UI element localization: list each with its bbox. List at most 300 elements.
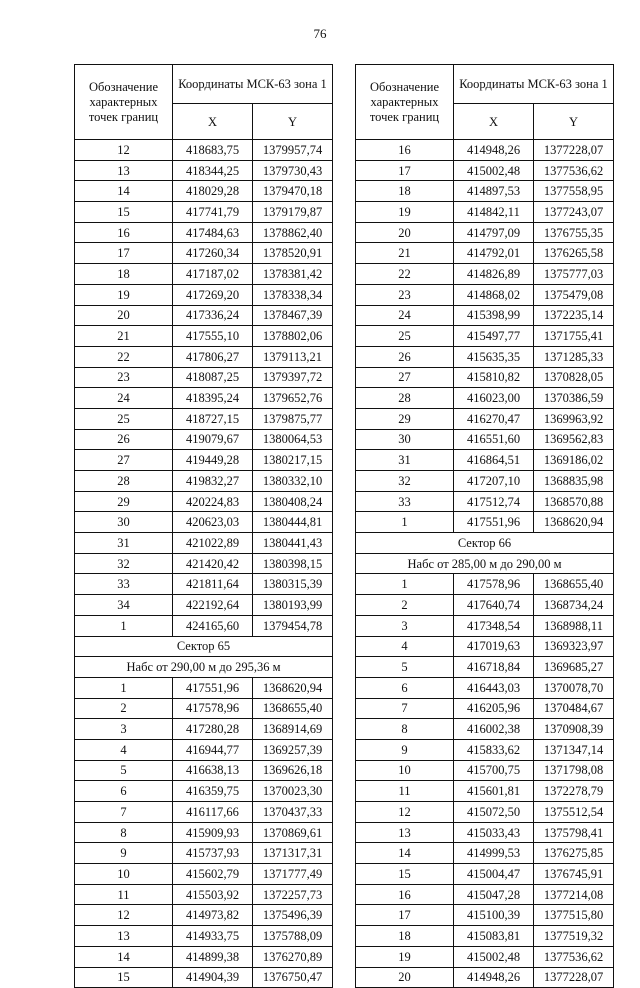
coord-x: 417336,24 xyxy=(173,305,253,326)
table-row xyxy=(75,677,333,698)
coord-x: 420224,83 xyxy=(173,491,253,512)
point-number: 28 xyxy=(356,388,454,409)
point-number: 20 xyxy=(356,222,454,243)
point-number: 32 xyxy=(356,471,454,492)
coord-y: 1377536,62 xyxy=(534,160,614,181)
table-row xyxy=(75,843,333,864)
table-row xyxy=(356,677,614,698)
coord-x: 419079,67 xyxy=(173,429,253,450)
point-number: 15 xyxy=(356,864,454,885)
table-row xyxy=(356,160,614,181)
coord-x: 415002,48 xyxy=(454,160,534,181)
coord-y: 1370828,05 xyxy=(534,367,614,388)
coord-y: 1380217,15 xyxy=(253,450,333,471)
table-row xyxy=(356,140,614,161)
coord-y: 1375788,09 xyxy=(253,926,333,947)
point-number: 3 xyxy=(356,615,454,636)
header-y: Y xyxy=(253,104,333,140)
point-number: 16 xyxy=(356,884,454,905)
coord-x: 416359,75 xyxy=(173,781,253,802)
page-number: 76 xyxy=(313,26,327,41)
coord-y: 1376750,47 xyxy=(253,967,333,988)
point-number: 4 xyxy=(356,636,454,657)
point-number: 1 xyxy=(75,677,173,698)
coord-x: 416270,47 xyxy=(454,408,534,429)
coord-x: 415700,75 xyxy=(454,760,534,781)
point-number: 24 xyxy=(356,305,454,326)
left-rows-b xyxy=(75,677,333,987)
point-number: 3 xyxy=(75,719,173,740)
table-row xyxy=(356,305,614,326)
table-row xyxy=(75,533,333,554)
table-row xyxy=(356,471,614,492)
coord-y: 1377519,32 xyxy=(534,926,614,947)
coord-x: 414842,11 xyxy=(454,202,534,223)
table-row xyxy=(356,450,614,471)
coord-x: 415100,39 xyxy=(454,905,534,926)
point-number: 13 xyxy=(75,160,173,181)
coord-y: 1375479,08 xyxy=(534,284,614,305)
coord-y: 1370386,59 xyxy=(534,388,614,409)
table-row xyxy=(356,574,614,595)
coord-x: 421022,89 xyxy=(173,533,253,554)
coord-x: 418683,75 xyxy=(173,140,253,161)
coord-x: 414933,75 xyxy=(173,926,253,947)
coord-y: 1375496,39 xyxy=(253,905,333,926)
table-row xyxy=(75,884,333,905)
table-row xyxy=(75,367,333,388)
coord-y: 1379113,21 xyxy=(253,346,333,367)
coord-y: 1371347,14 xyxy=(534,739,614,760)
point-number: 30 xyxy=(356,429,454,450)
point-number: 6 xyxy=(356,677,454,698)
table-row xyxy=(75,140,333,161)
table-row xyxy=(75,781,333,802)
point-number: 11 xyxy=(75,884,173,905)
coord-y: 1369626,18 xyxy=(253,760,333,781)
table-row xyxy=(356,967,614,988)
point-number: 18 xyxy=(356,926,454,947)
coord-y: 1376745,91 xyxy=(534,864,614,885)
coord-y: 1370869,61 xyxy=(253,822,333,843)
coord-y: 1380444,81 xyxy=(253,512,333,533)
coord-y: 1378520,91 xyxy=(253,243,333,264)
table-row xyxy=(75,181,333,202)
coord-x: 417207,10 xyxy=(454,471,534,492)
table-row xyxy=(75,595,333,616)
coord-x: 416117,66 xyxy=(173,802,253,823)
point-number: 25 xyxy=(356,326,454,347)
coord-y: 1377536,62 xyxy=(534,946,614,967)
coord-x: 415601,81 xyxy=(454,781,534,802)
coord-x: 417260,34 xyxy=(173,243,253,264)
coord-y: 1371777,49 xyxy=(253,864,333,885)
point-number: 31 xyxy=(356,450,454,471)
coord-x: 417348,54 xyxy=(454,615,534,636)
coord-x: 418087,25 xyxy=(173,367,253,388)
coord-x: 416551,60 xyxy=(454,429,534,450)
coord-x: 418029,28 xyxy=(173,181,253,202)
point-number: 9 xyxy=(356,739,454,760)
sector-title: Сектор 66 xyxy=(356,533,614,554)
coord-y: 1372278,79 xyxy=(534,781,614,802)
table-row xyxy=(75,926,333,947)
point-number: 16 xyxy=(75,222,173,243)
coord-y: 1376270,89 xyxy=(253,946,333,967)
coord-x: 416718,84 xyxy=(454,657,534,678)
table-row xyxy=(356,264,614,285)
coord-x: 415602,79 xyxy=(173,864,253,885)
coord-x: 415004,47 xyxy=(454,864,534,885)
table-row xyxy=(75,760,333,781)
point-number: 19 xyxy=(356,946,454,967)
table-row xyxy=(75,160,333,181)
coord-y: 1372257,73 xyxy=(253,884,333,905)
coord-x: 418395,24 xyxy=(173,388,253,409)
right-rows-b xyxy=(356,574,614,988)
table-row xyxy=(75,574,333,595)
table-row xyxy=(356,884,614,905)
sector-range: Набс от 285,00 м до 290,00 м xyxy=(356,553,614,574)
coord-x: 415083,81 xyxy=(454,926,534,947)
table-row xyxy=(356,222,614,243)
table-row xyxy=(356,926,614,947)
coord-x: 414868,02 xyxy=(454,284,534,305)
table-row xyxy=(356,905,614,926)
point-number: 23 xyxy=(75,367,173,388)
table-row xyxy=(356,429,614,450)
header-designation: Обозначение характерных точек границ xyxy=(75,65,173,140)
coord-y: 1379470,18 xyxy=(253,181,333,202)
coord-y: 1377515,80 xyxy=(534,905,614,926)
point-number: 5 xyxy=(356,657,454,678)
coord-x: 415503,92 xyxy=(173,884,253,905)
coord-y: 1378467,39 xyxy=(253,305,333,326)
coord-x: 414792,01 xyxy=(454,243,534,264)
coord-y: 1380408,24 xyxy=(253,491,333,512)
coord-y: 1369963,92 xyxy=(534,408,614,429)
point-number: 10 xyxy=(75,864,173,885)
point-number: 22 xyxy=(356,264,454,285)
table-row xyxy=(356,284,614,305)
table-row xyxy=(356,781,614,802)
header-y: Y xyxy=(534,104,614,140)
table-row xyxy=(356,326,614,347)
coord-x: 417555,10 xyxy=(173,326,253,347)
table-row xyxy=(356,946,614,967)
point-number: 1 xyxy=(356,574,454,595)
coord-y: 1375777,03 xyxy=(534,264,614,285)
coord-x: 420623,03 xyxy=(173,512,253,533)
coord-x: 421420,42 xyxy=(173,553,253,574)
coord-y: 1380193,99 xyxy=(253,595,333,616)
coord-x: 419832,27 xyxy=(173,471,253,492)
table-row xyxy=(75,388,333,409)
coord-y: 1375798,41 xyxy=(534,822,614,843)
point-number: 13 xyxy=(75,926,173,947)
coord-x: 415047,28 xyxy=(454,884,534,905)
table-row xyxy=(356,698,614,719)
table-row xyxy=(75,471,333,492)
coord-y: 1368655,40 xyxy=(534,574,614,595)
coord-y: 1379454,78 xyxy=(253,615,333,636)
coord-x: 417269,20 xyxy=(173,284,253,305)
table-row xyxy=(356,346,614,367)
point-number: 30 xyxy=(75,512,173,533)
point-number: 2 xyxy=(75,698,173,719)
point-number: 7 xyxy=(75,802,173,823)
coord-x: 414904,39 xyxy=(173,967,253,988)
coordinates-table-left xyxy=(74,64,333,988)
coord-y: 1379652,76 xyxy=(253,388,333,409)
coord-y: 1377228,07 xyxy=(534,140,614,161)
coord-x: 416443,03 xyxy=(454,677,534,698)
point-number: 21 xyxy=(75,326,173,347)
point-number: 22 xyxy=(75,346,173,367)
coord-y: 1368988,11 xyxy=(534,615,614,636)
coord-x: 417484,63 xyxy=(173,222,253,243)
table-row xyxy=(75,284,333,305)
coord-y: 1368570,88 xyxy=(534,491,614,512)
point-number: 12 xyxy=(75,140,173,161)
header-designation: Обозначение характерных точек границ xyxy=(356,65,454,140)
point-number: 26 xyxy=(356,346,454,367)
coord-x: 417578,96 xyxy=(173,698,253,719)
coord-x: 416023,00 xyxy=(454,388,534,409)
coord-x: 417187,02 xyxy=(173,264,253,285)
table-row xyxy=(356,202,614,223)
point-number: 27 xyxy=(75,450,173,471)
coord-y: 1375512,54 xyxy=(534,802,614,823)
coord-y: 1369685,27 xyxy=(534,657,614,678)
table-row xyxy=(75,202,333,223)
table-row xyxy=(75,739,333,760)
coord-y: 1377243,07 xyxy=(534,202,614,223)
coord-y: 1368914,69 xyxy=(253,719,333,740)
table-row xyxy=(356,181,614,202)
coord-x: 417578,96 xyxy=(454,574,534,595)
table-row xyxy=(75,553,333,574)
table-row xyxy=(356,657,614,678)
table-row xyxy=(75,264,333,285)
coord-x: 416205,96 xyxy=(454,698,534,719)
coord-y: 1369323,97 xyxy=(534,636,614,657)
coord-y: 1378802,06 xyxy=(253,326,333,347)
point-number: 23 xyxy=(356,284,454,305)
point-number: 18 xyxy=(356,181,454,202)
table-row xyxy=(356,843,614,864)
table-row xyxy=(75,326,333,347)
coord-x: 414948,26 xyxy=(454,967,534,988)
coord-y: 1379957,74 xyxy=(253,140,333,161)
point-number: 8 xyxy=(356,719,454,740)
coord-y: 1370078,70 xyxy=(534,677,614,698)
point-number: 17 xyxy=(75,243,173,264)
coord-x: 417640,74 xyxy=(454,595,534,616)
header-x: X xyxy=(173,104,253,140)
table-row xyxy=(75,243,333,264)
point-number: 4 xyxy=(75,739,173,760)
table-row xyxy=(75,967,333,988)
coord-x: 416638,13 xyxy=(173,760,253,781)
coord-x: 417551,96 xyxy=(454,512,534,533)
table-row xyxy=(356,512,614,533)
point-number: 10 xyxy=(356,760,454,781)
coord-x: 424165,60 xyxy=(173,615,253,636)
coord-x: 414897,53 xyxy=(454,181,534,202)
table-row xyxy=(356,760,614,781)
table-row xyxy=(75,305,333,326)
coord-x: 415635,35 xyxy=(454,346,534,367)
header-coordinates: Координаты МСК-63 зона 1 xyxy=(454,65,614,104)
table-row xyxy=(75,864,333,885)
coord-y: 1378862,40 xyxy=(253,222,333,243)
coord-x: 417512,74 xyxy=(454,491,534,512)
point-number: 15 xyxy=(75,202,173,223)
table-row xyxy=(75,512,333,533)
coord-x: 415737,93 xyxy=(173,843,253,864)
point-number: 33 xyxy=(356,491,454,512)
coord-y: 1378338,34 xyxy=(253,284,333,305)
coord-y: 1376275,85 xyxy=(534,843,614,864)
point-number: 28 xyxy=(75,471,173,492)
point-number: 2 xyxy=(356,595,454,616)
point-number: 11 xyxy=(356,781,454,802)
table-row xyxy=(356,367,614,388)
coord-x: 417551,96 xyxy=(173,677,253,698)
coord-y: 1379730,43 xyxy=(253,160,333,181)
coord-y: 1368620,94 xyxy=(253,677,333,698)
table-row xyxy=(75,346,333,367)
point-number: 15 xyxy=(75,967,173,988)
table-row xyxy=(356,595,614,616)
coord-y: 1371798,08 xyxy=(534,760,614,781)
coord-x: 415909,93 xyxy=(173,822,253,843)
coord-y: 1369186,02 xyxy=(534,450,614,471)
point-number: 18 xyxy=(75,264,173,285)
point-number: 14 xyxy=(75,946,173,967)
coord-x: 422192,64 xyxy=(173,595,253,616)
coord-y: 1379397,72 xyxy=(253,367,333,388)
coord-x: 415002,48 xyxy=(454,946,534,967)
point-number: 13 xyxy=(356,822,454,843)
coord-y: 1379179,87 xyxy=(253,202,333,223)
point-number: 17 xyxy=(356,905,454,926)
point-number: 5 xyxy=(75,760,173,781)
right-rows-a xyxy=(356,140,614,533)
coord-x: 416002,38 xyxy=(454,719,534,740)
table-row xyxy=(75,450,333,471)
table-row xyxy=(356,739,614,760)
table-row xyxy=(75,615,333,636)
table-row xyxy=(356,408,614,429)
table-row xyxy=(75,946,333,967)
table-row xyxy=(356,491,614,512)
point-number: 12 xyxy=(75,905,173,926)
coord-x: 414797,09 xyxy=(454,222,534,243)
coord-x: 419449,28 xyxy=(173,450,253,471)
coord-x: 417741,79 xyxy=(173,202,253,223)
coord-y: 1368655,40 xyxy=(253,698,333,719)
point-number: 25 xyxy=(75,408,173,429)
point-number: 9 xyxy=(75,843,173,864)
coord-y: 1371285,33 xyxy=(534,346,614,367)
point-number: 27 xyxy=(356,367,454,388)
coord-x: 417019,63 xyxy=(454,636,534,657)
table-row xyxy=(356,636,614,657)
table-row xyxy=(356,388,614,409)
table-row xyxy=(75,822,333,843)
coord-x: 414999,53 xyxy=(454,843,534,864)
coord-y: 1372235,14 xyxy=(534,305,614,326)
coord-x: 417806,27 xyxy=(173,346,253,367)
coord-y: 1377228,07 xyxy=(534,967,614,988)
coord-y: 1380441,43 xyxy=(253,533,333,554)
coord-x: 415833,62 xyxy=(454,739,534,760)
coord-y: 1370484,67 xyxy=(534,698,614,719)
coord-x: 418344,25 xyxy=(173,160,253,181)
point-number: 12 xyxy=(356,802,454,823)
coord-x: 414899,38 xyxy=(173,946,253,967)
coord-y: 1380332,10 xyxy=(253,471,333,492)
coord-y: 1379875,77 xyxy=(253,408,333,429)
point-number: 20 xyxy=(75,305,173,326)
sector-title: Сектор 65 xyxy=(75,636,333,657)
table-row xyxy=(356,864,614,885)
coord-x: 415033,43 xyxy=(454,822,534,843)
coord-x: 416864,51 xyxy=(454,450,534,471)
coord-y: 1370908,39 xyxy=(534,719,614,740)
coord-x: 418727,15 xyxy=(173,408,253,429)
coord-y: 1369257,39 xyxy=(253,739,333,760)
point-number: 1 xyxy=(356,512,454,533)
point-number: 14 xyxy=(75,181,173,202)
coordinates-table-right xyxy=(355,64,614,988)
point-number: 8 xyxy=(75,822,173,843)
point-number: 26 xyxy=(75,429,173,450)
point-number: 16 xyxy=(356,140,454,161)
coord-y: 1369562,83 xyxy=(534,429,614,450)
coord-y: 1368734,24 xyxy=(534,595,614,616)
coord-x: 414973,82 xyxy=(173,905,253,926)
table-row xyxy=(75,905,333,926)
coord-x: 415497,77 xyxy=(454,326,534,347)
table-row xyxy=(356,802,614,823)
point-number: 6 xyxy=(75,781,173,802)
point-number: 32 xyxy=(75,553,173,574)
coord-x: 421811,64 xyxy=(173,574,253,595)
point-number: 24 xyxy=(75,388,173,409)
coord-y: 1370023,30 xyxy=(253,781,333,802)
coord-x: 414826,89 xyxy=(454,264,534,285)
table-row xyxy=(75,408,333,429)
coord-x: 416944,77 xyxy=(173,739,253,760)
coord-y: 1378381,42 xyxy=(253,264,333,285)
coord-y: 1368835,98 xyxy=(534,471,614,492)
left-rows-a xyxy=(75,140,333,637)
point-number: 21 xyxy=(356,243,454,264)
coord-y: 1380064,53 xyxy=(253,429,333,450)
coord-y: 1376755,35 xyxy=(534,222,614,243)
point-number: 1 xyxy=(75,615,173,636)
table-row xyxy=(356,615,614,636)
point-number: 19 xyxy=(75,284,173,305)
point-number: 29 xyxy=(356,408,454,429)
coord-y: 1380398,15 xyxy=(253,553,333,574)
coord-y: 1380315,39 xyxy=(253,574,333,595)
table-row xyxy=(75,429,333,450)
point-number: 17 xyxy=(356,160,454,181)
